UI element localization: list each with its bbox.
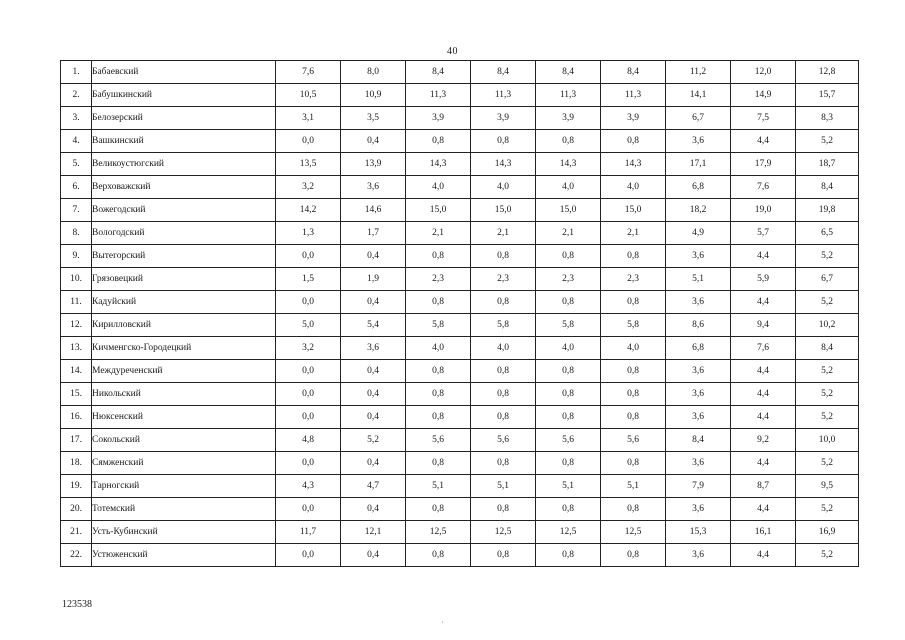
table-row: [61, 337, 859, 360]
value-cell: 3,6: [666, 383, 731, 406]
district-name: Вологодский: [92, 222, 276, 245]
row-number: 22.: [61, 544, 92, 567]
value-cell: 0,8: [536, 498, 601, 521]
value-cell: 0,8: [471, 291, 536, 314]
value-cell: 3,6: [666, 498, 731, 521]
table-row: [61, 268, 859, 291]
value-cell: 0,8: [471, 130, 536, 153]
table-row: [61, 498, 859, 521]
value-cell: 0,8: [536, 544, 601, 567]
value-cell: 4,0: [406, 176, 471, 199]
value-cell: 3,6: [341, 176, 406, 199]
value-cell: 0,8: [471, 245, 536, 268]
value-cell: 0,8: [536, 383, 601, 406]
value-cell: 4,4: [731, 245, 796, 268]
value-cell: 7,5: [731, 107, 796, 130]
table-row: [61, 291, 859, 314]
district-name: Тарногский: [92, 475, 276, 498]
value-cell: 8,4: [796, 176, 859, 199]
value-cell: 4,9: [666, 222, 731, 245]
value-cell: 13,5: [276, 153, 341, 176]
value-cell: 0,0: [276, 360, 341, 383]
table-row: [61, 153, 859, 176]
value-cell: 0,8: [406, 452, 471, 475]
value-cell: 0,8: [536, 360, 601, 383]
value-cell: 14,1: [666, 84, 731, 107]
row-number: 9.: [61, 245, 92, 268]
district-name: Сямженский: [92, 452, 276, 475]
value-cell: 5,2: [796, 452, 859, 475]
value-cell: 15,0: [406, 199, 471, 222]
value-cell: 6,8: [666, 176, 731, 199]
value-cell: 19,0: [731, 199, 796, 222]
value-cell: 2,1: [601, 222, 666, 245]
value-cell: 12,5: [406, 521, 471, 544]
value-cell: 2,3: [536, 268, 601, 291]
value-cell: 4,4: [731, 406, 796, 429]
value-cell: 0,8: [536, 291, 601, 314]
value-cell: 0,0: [276, 452, 341, 475]
district-name: Сокольский: [92, 429, 276, 452]
row-number: 12.: [61, 314, 92, 337]
value-cell: 5,0: [276, 314, 341, 337]
value-cell: 4,0: [406, 337, 471, 360]
value-cell: 0,8: [406, 406, 471, 429]
district-name: Междуреченский: [92, 360, 276, 383]
value-cell: 15,0: [536, 199, 601, 222]
value-cell: 0,0: [276, 406, 341, 429]
value-cell: 6,7: [666, 107, 731, 130]
value-cell: 0,0: [276, 130, 341, 153]
value-cell: 8,4: [666, 429, 731, 452]
value-cell: 0,0: [276, 498, 341, 521]
value-cell: 0,8: [601, 130, 666, 153]
value-cell: 12,5: [536, 521, 601, 544]
value-cell: 8,4: [406, 61, 471, 84]
value-cell: 7,9: [666, 475, 731, 498]
row-number: 20.: [61, 498, 92, 521]
value-cell: 10,0: [796, 429, 859, 452]
value-cell: 11,3: [536, 84, 601, 107]
value-cell: 0,8: [601, 360, 666, 383]
value-cell: 18,2: [666, 199, 731, 222]
value-cell: 19,8: [796, 199, 859, 222]
district-name: Никольский: [92, 383, 276, 406]
value-cell: 5,6: [536, 429, 601, 452]
value-cell: 3,9: [536, 107, 601, 130]
value-cell: 6,5: [796, 222, 859, 245]
value-cell: 0,8: [536, 406, 601, 429]
district-name: Вожегодский: [92, 199, 276, 222]
value-cell: 15,0: [471, 199, 536, 222]
row-number: 11.: [61, 291, 92, 314]
value-cell: 5,8: [536, 314, 601, 337]
row-number: 18.: [61, 452, 92, 475]
district-name: Белозерский: [92, 107, 276, 130]
row-number: 10.: [61, 268, 92, 291]
value-cell: 4,4: [731, 452, 796, 475]
value-cell: 0,8: [471, 544, 536, 567]
district-name: Нюксенский: [92, 406, 276, 429]
value-cell: 10,9: [341, 84, 406, 107]
value-cell: 7,6: [731, 176, 796, 199]
value-cell: 3,6: [666, 245, 731, 268]
value-cell: 8,7: [731, 475, 796, 498]
value-cell: 4,0: [536, 337, 601, 360]
value-cell: 5,7: [731, 222, 796, 245]
table-row: [61, 107, 859, 130]
value-cell: 0,8: [406, 130, 471, 153]
row-number: 13.: [61, 337, 92, 360]
scan-dot: ·: [441, 618, 444, 627]
value-cell: 11,3: [601, 84, 666, 107]
value-cell: 13,9: [341, 153, 406, 176]
value-cell: 4,7: [341, 475, 406, 498]
value-cell: 0,8: [536, 245, 601, 268]
value-cell: 2,1: [471, 222, 536, 245]
value-cell: 5,6: [601, 429, 666, 452]
value-cell: 5,2: [796, 291, 859, 314]
value-cell: 0,8: [601, 452, 666, 475]
value-cell: 9,4: [731, 314, 796, 337]
value-cell: 3,9: [471, 107, 536, 130]
table-row: [61, 544, 859, 567]
value-cell: 0,8: [471, 452, 536, 475]
row-number: 5.: [61, 153, 92, 176]
value-cell: 14,3: [536, 153, 601, 176]
value-cell: 7,6: [276, 61, 341, 84]
value-cell: 9,5: [796, 475, 859, 498]
value-cell: 5,1: [601, 475, 666, 498]
row-number: 6.: [61, 176, 92, 199]
value-cell: 5,2: [796, 360, 859, 383]
value-cell: 3,2: [276, 176, 341, 199]
value-cell: 2,1: [406, 222, 471, 245]
value-cell: 0,8: [471, 498, 536, 521]
row-number: 4.: [61, 130, 92, 153]
table-row: [61, 130, 859, 153]
value-cell: 5,6: [471, 429, 536, 452]
value-cell: 2,3: [471, 268, 536, 291]
value-cell: 0,4: [341, 291, 406, 314]
value-cell: 12,1: [341, 521, 406, 544]
value-cell: 3,1: [276, 107, 341, 130]
value-cell: 16,9: [796, 521, 859, 544]
value-cell: 1,5: [276, 268, 341, 291]
value-cell: 18,7: [796, 153, 859, 176]
value-cell: 0,0: [276, 291, 341, 314]
value-cell: 5,2: [341, 429, 406, 452]
value-cell: 2,1: [536, 222, 601, 245]
value-cell: 0,8: [536, 130, 601, 153]
value-cell: 14,3: [471, 153, 536, 176]
value-cell: 1,3: [276, 222, 341, 245]
value-cell: 0,0: [276, 245, 341, 268]
value-cell: 3,6: [341, 337, 406, 360]
table-row: [61, 406, 859, 429]
value-cell: 5,1: [536, 475, 601, 498]
value-cell: 5,2: [796, 130, 859, 153]
value-cell: 0,8: [406, 360, 471, 383]
value-cell: 0,4: [341, 406, 406, 429]
district-name: Бабушкинский: [92, 84, 276, 107]
value-cell: 0,8: [406, 544, 471, 567]
table-row: [61, 475, 859, 498]
value-cell: 0,8: [406, 245, 471, 268]
value-cell: 0,8: [406, 383, 471, 406]
page-number: 40: [447, 46, 458, 57]
value-cell: 0,4: [341, 360, 406, 383]
value-cell: 0,8: [601, 498, 666, 521]
value-cell: 5,1: [666, 268, 731, 291]
value-cell: 3,6: [666, 452, 731, 475]
value-cell: 14,3: [601, 153, 666, 176]
district-name: Кирилловский: [92, 314, 276, 337]
value-cell: 10,2: [796, 314, 859, 337]
value-cell: 0,8: [601, 291, 666, 314]
value-cell: 0,4: [341, 383, 406, 406]
value-cell: 0,8: [601, 245, 666, 268]
value-cell: 15,3: [666, 521, 731, 544]
row-number: 16.: [61, 406, 92, 429]
value-cell: 4,0: [471, 337, 536, 360]
row-number: 19.: [61, 475, 92, 498]
row-number: 8.: [61, 222, 92, 245]
table-row: [61, 314, 859, 337]
value-cell: 6,8: [666, 337, 731, 360]
value-cell: 12,0: [731, 61, 796, 84]
value-cell: 3,2: [276, 337, 341, 360]
value-cell: 5,8: [471, 314, 536, 337]
value-cell: 3,6: [666, 360, 731, 383]
value-cell: 14,6: [341, 199, 406, 222]
value-cell: 0,8: [471, 360, 536, 383]
value-cell: 17,1: [666, 153, 731, 176]
value-cell: 8,4: [601, 61, 666, 84]
district-name: Усть-Кубинский: [92, 521, 276, 544]
value-cell: 2,3: [601, 268, 666, 291]
value-cell: 3,6: [666, 406, 731, 429]
district-name: Устюженский: [92, 544, 276, 567]
value-cell: 5,2: [796, 406, 859, 429]
value-cell: 3,9: [406, 107, 471, 130]
district-values-table: [60, 60, 859, 567]
value-cell: 4,4: [731, 544, 796, 567]
value-cell: 5,8: [406, 314, 471, 337]
value-cell: 0,0: [276, 544, 341, 567]
value-cell: 12,5: [471, 521, 536, 544]
district-name: Кадуйский: [92, 291, 276, 314]
value-cell: 3,6: [666, 544, 731, 567]
value-cell: 0,8: [471, 406, 536, 429]
value-cell: 7,6: [731, 337, 796, 360]
district-name: Грязовецкий: [92, 268, 276, 291]
value-cell: 0,4: [341, 544, 406, 567]
value-cell: 8,6: [666, 314, 731, 337]
row-number: 17.: [61, 429, 92, 452]
value-cell: 1,7: [341, 222, 406, 245]
value-cell: 3,5: [341, 107, 406, 130]
value-cell: 4,0: [601, 176, 666, 199]
value-cell: 3,9: [601, 107, 666, 130]
value-cell: 5,2: [796, 383, 859, 406]
value-cell: 5,6: [406, 429, 471, 452]
value-cell: 0,8: [601, 544, 666, 567]
value-cell: 4,4: [731, 130, 796, 153]
row-number: 2.: [61, 84, 92, 107]
value-cell: 5,8: [601, 314, 666, 337]
value-cell: 4,3: [276, 475, 341, 498]
value-cell: 8,4: [796, 337, 859, 360]
district-name: Верховажский: [92, 176, 276, 199]
value-cell: 0,4: [341, 245, 406, 268]
value-cell: 5,2: [796, 245, 859, 268]
value-cell: 4,0: [471, 176, 536, 199]
value-cell: 15,0: [601, 199, 666, 222]
value-cell: 0,8: [601, 406, 666, 429]
row-number: 21.: [61, 521, 92, 544]
value-cell: 8,0: [341, 61, 406, 84]
value-cell: 5,4: [341, 314, 406, 337]
value-cell: 5,2: [796, 498, 859, 521]
district-name: Тотемский: [92, 498, 276, 521]
district-name: Вытегорский: [92, 245, 276, 268]
value-cell: 15,7: [796, 84, 859, 107]
value-cell: 12,5: [601, 521, 666, 544]
value-cell: 4,4: [731, 360, 796, 383]
value-cell: 0,8: [536, 452, 601, 475]
value-cell: 12,8: [796, 61, 859, 84]
value-cell: 0,4: [341, 452, 406, 475]
district-name: Кичменгско-Городецкий: [92, 337, 276, 360]
row-number: 7.: [61, 199, 92, 222]
table-row: [61, 360, 859, 383]
value-cell: 8,3: [796, 107, 859, 130]
table-row: [61, 383, 859, 406]
table-row: [61, 521, 859, 544]
value-cell: 14,9: [731, 84, 796, 107]
value-cell: 0,4: [341, 498, 406, 521]
row-number: 1.: [61, 61, 92, 84]
value-cell: 8,4: [471, 61, 536, 84]
value-cell: 0,8: [406, 498, 471, 521]
district-name: Вашкинский: [92, 130, 276, 153]
value-cell: 17,9: [731, 153, 796, 176]
value-cell: 0,8: [471, 383, 536, 406]
value-cell: 0,0: [276, 383, 341, 406]
value-cell: 10,5: [276, 84, 341, 107]
value-cell: 9,2: [731, 429, 796, 452]
table-row: [61, 429, 859, 452]
value-cell: 4,8: [276, 429, 341, 452]
value-cell: 3,6: [666, 291, 731, 314]
table-row: [61, 176, 859, 199]
table-row: [61, 452, 859, 475]
table-row: [61, 199, 859, 222]
value-cell: 11,7: [276, 521, 341, 544]
value-cell: 11,3: [406, 84, 471, 107]
value-cell: 14,2: [276, 199, 341, 222]
value-cell: 6,7: [796, 268, 859, 291]
table-row: [61, 245, 859, 268]
value-cell: 0,4: [341, 130, 406, 153]
value-cell: 4,0: [601, 337, 666, 360]
value-cell: 0,8: [601, 383, 666, 406]
value-cell: 1,9: [341, 268, 406, 291]
district-name: Бабаевский: [92, 61, 276, 84]
value-cell: 3,6: [666, 130, 731, 153]
value-cell: 8,4: [536, 61, 601, 84]
value-cell: 14,3: [406, 153, 471, 176]
value-cell: 11,2: [666, 61, 731, 84]
row-number: 15.: [61, 383, 92, 406]
row-number: 14.: [61, 360, 92, 383]
district-name: Великоустюгский: [92, 153, 276, 176]
row-number: 3.: [61, 107, 92, 130]
table-row: [61, 222, 859, 245]
value-cell: 4,4: [731, 498, 796, 521]
value-cell: 4,4: [731, 291, 796, 314]
document-id: 123538: [62, 599, 92, 610]
value-cell: 4,4: [731, 383, 796, 406]
value-cell: 4,0: [536, 176, 601, 199]
value-cell: 0,8: [406, 291, 471, 314]
value-cell: 5,9: [731, 268, 796, 291]
value-cell: 5,1: [471, 475, 536, 498]
table-row: [61, 84, 859, 107]
value-cell: 5,2: [796, 544, 859, 567]
value-cell: 11,3: [471, 84, 536, 107]
value-cell: 5,1: [406, 475, 471, 498]
value-cell: 2,3: [406, 268, 471, 291]
value-cell: 16,1: [731, 521, 796, 544]
table-row: [61, 61, 859, 84]
